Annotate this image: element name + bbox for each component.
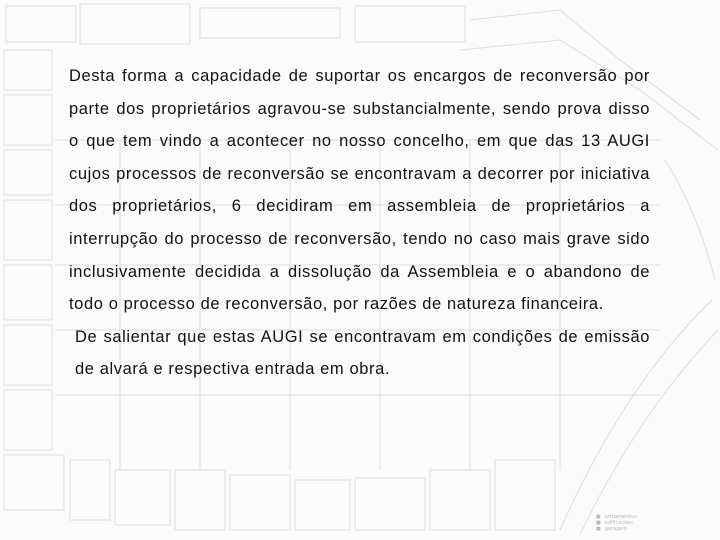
plan-legend bbox=[596, 514, 637, 532]
paragraph-1: Desta forma a capacidade de suportar os encargos de reconversão por parte dos proprietários agravou-se substancialmente, sendo prova disso o que tem vindo a acontecer no nosso concelho, em que das 13 AUGI cujos processos de reconversão se encontravam a decorrer por iniciativa dos proprietários, 6 decidiram em assembleia de proprietários a interrupção do processo de reconversão, tendo no caso mais grave sido inclusivamente decidida a dissolução da Assembleia e o abandono de todo o processo de reconversão, por razões de natureza financeira. bbox=[69, 67, 650, 314]
legend-row: ■ edificações bbox=[596, 520, 633, 526]
legend-row: ■ garagem bbox=[596, 526, 628, 532]
paragraph-2: De salientar que estas AUGI se encontravam em condições de emissão de alvará e respectiva entrada em obra. bbox=[75, 327, 650, 379]
body-text bbox=[69, 60, 650, 386]
legend-row: ■ arruamentos bbox=[596, 514, 637, 520]
